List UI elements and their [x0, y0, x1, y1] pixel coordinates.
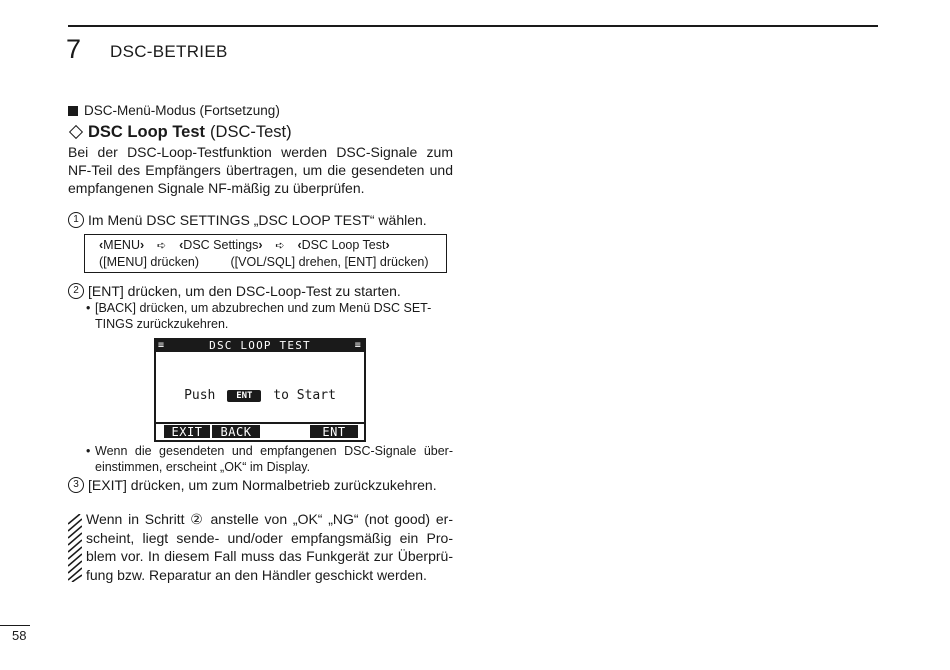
- section-title: DSC-Menü-Modus (Fortsetzung): [84, 103, 280, 118]
- softkey-back: BACK: [212, 425, 260, 438]
- chapter-number: 7: [66, 34, 82, 64]
- note-line: Wenn in Schritt ② anstelle von „OK“ „NG“ (not good) er-: [86, 511, 453, 527]
- bullet-line: [BACK] drücken, um abzubrechen und zum Menü DSC SET-: [95, 301, 432, 315]
- subsection-title-bold: DSC Loop Test: [88, 123, 206, 141]
- menu-lines-icon: ≡: [158, 340, 166, 351]
- bullet-dot-icon: •: [86, 444, 91, 458]
- bullet-dot-icon: •: [86, 301, 91, 315]
- note-line: blem vor. In diesem Fall muss das Funkgerät zur Überprü-: [86, 548, 453, 564]
- menu-path-hints: [99, 254, 446, 270]
- note-block: [68, 510, 453, 584]
- lcd-ent-key: ENT: [227, 390, 261, 402]
- step-text: Im Menü DSC SETTINGS „DSC LOOP TEST“ wählen.: [88, 212, 427, 228]
- menu-hint-2: ([VOL/SQL] drehen, [ENT] drücken): [230, 255, 429, 269]
- step-1: [68, 211, 453, 229]
- lcd-message: [156, 388, 364, 404]
- main-column: [68, 102, 453, 332]
- step-text: [EXIT] drücken, um zum Normalbetrieb zurückzukehren.: [88, 477, 437, 493]
- bullet-line: TINGS zurückzukehren.: [95, 317, 229, 331]
- menu-lines-icon: ≡: [354, 340, 362, 351]
- step-number: 2: [68, 283, 84, 299]
- subsection-title-rest: (DSC-Test): [210, 123, 292, 141]
- intro-line: Bei der DSC-Loop-Testfunktion werden DSC-Signale zum: [68, 144, 453, 160]
- lcd-title: DSC LOOP TEST: [209, 339, 311, 352]
- bullet-line: einstimmen, erscheint „OK“ im Display.: [95, 460, 311, 474]
- arrow-right-icon: ➪: [157, 240, 167, 252]
- menu-path-box: [84, 234, 447, 273]
- intro-line: empfangenen Signale NF-mäßig zu überprüfen.: [68, 180, 365, 196]
- step-number: 1: [68, 212, 84, 228]
- note-text: [86, 510, 453, 584]
- subsection-heading: [68, 121, 453, 143]
- step-3: [68, 476, 453, 494]
- step-number: 3: [68, 477, 84, 493]
- section-heading: [68, 102, 453, 120]
- chapter-title: DSC-BETRIEB: [110, 42, 228, 61]
- softkey-ent: ENT: [310, 425, 358, 438]
- note-line: fung bzw. Reparatur an den Händler geschickt werden.: [86, 566, 427, 583]
- menu-hint-1: ([MENU] drücken): [99, 255, 200, 269]
- note-hatch-icon: [68, 514, 82, 582]
- lcd-title-bar: [156, 340, 364, 352]
- intro-paragraph: [68, 143, 453, 197]
- menu-item-dsc-loop-test: DSC Loop Test: [301, 238, 386, 252]
- intro-line: NF-Teil des Empfängers übertragen, um die gesendeten und: [68, 162, 453, 178]
- lcd-msg-post: to Start: [273, 388, 336, 403]
- footer-rule: [0, 625, 30, 626]
- header-rule: [68, 25, 878, 27]
- lcd-softkeys: [156, 422, 364, 440]
- menu-item-menu: MENU: [103, 238, 140, 252]
- ok-bullet: [86, 443, 453, 475]
- step-2: [68, 282, 453, 300]
- page-number: 58: [12, 628, 27, 643]
- step-2-bullet: [86, 300, 453, 332]
- menu-item-dsc-settings: DSC Settings: [183, 238, 259, 252]
- step-text: [ENT] drücken, um den DSC-Loop-Test zu starten.: [88, 283, 401, 299]
- arrow-right-icon: ➪: [275, 240, 285, 252]
- diamond-icon: [69, 125, 83, 139]
- lcd-display: [154, 338, 366, 442]
- square-bullet-icon: [68, 106, 78, 116]
- bullet-line: Wenn die gesendeten und empfangenen DSC-Signale über-: [95, 444, 453, 458]
- lcd-msg-pre: Push: [184, 388, 216, 403]
- note-line: scheint, liegt sende- und/oder empfangsmäßig ein Pro-: [86, 529, 453, 546]
- menu-path-row: ‹MENU› ➪ ‹DSC Settings› ➪ ‹DSC Loop Test›: [99, 238, 390, 252]
- softkey-exit: EXIT: [164, 425, 210, 438]
